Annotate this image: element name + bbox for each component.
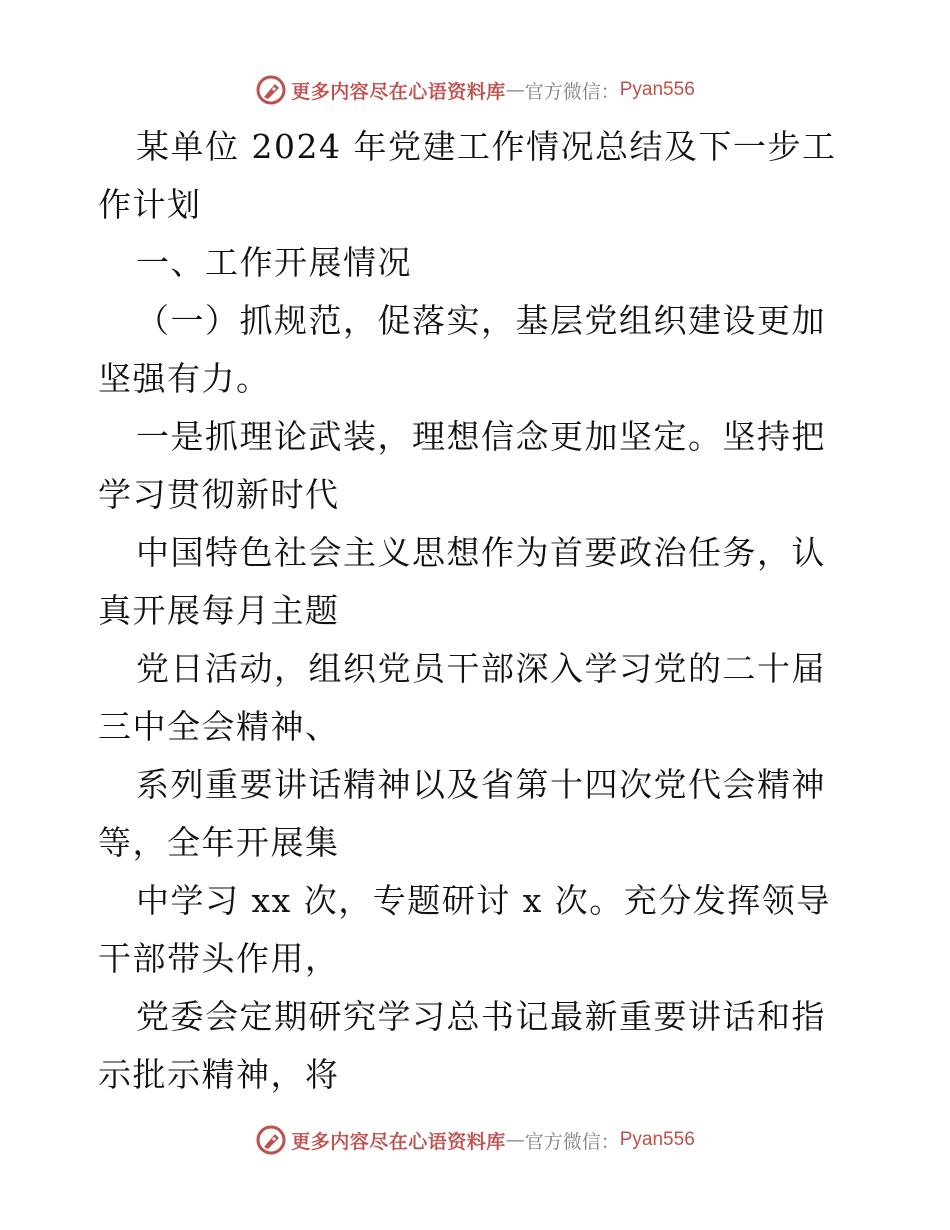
banner-title: 更多内容尽在心语资料库 [291,80,506,103]
pen-nib-logo-icon [255,1124,287,1156]
banner-wechat-label: 官方微信： [524,80,620,103]
header-banner [0,70,950,110]
document-title: 某单位 2024 年党建工作情况总结及下一步工作计划 [98,127,837,224]
pen-nib-logo-icon [255,74,287,106]
banner-wechat-label: 官方微信： [524,1130,620,1153]
document-body [98,118,858,1104]
body-paragraph: 中国特色社会主义思想作为首要政治任务，认真开展每月主题 [98,533,826,630]
body-paragraph: 党委会定期研究学习总书记最新重要讲话和指示批示精神，将 [98,997,826,1094]
banner-separator: — [505,79,525,101]
body-paragraph: 党日活动，组织党员干部深入学习党的二十届三中全会精神、 [98,649,826,746]
section-heading: 一、工作开展情况 [136,243,412,282]
banner-wechat-id: Pyan556 [619,79,695,100]
banner-title: 更多内容尽在心语资料库 [291,1130,506,1153]
body-paragraph: 一是抓理论武装，理想信念更加坚定。坚持把学习贯彻新时代 [98,417,826,514]
body-paragraph: 中学习 xx 次，专题研讨 x 次。充分发挥领导干部带头作用， [98,881,831,978]
banner-wechat-id: Pyan556 [619,1129,695,1150]
footer-banner [0,1120,950,1160]
banner-separator: — [505,1129,525,1151]
body-paragraph: 系列重要讲话精神以及省第十四次党代会精神等，全年开展集 [98,765,826,862]
subsection-heading: （一）抓规范，促落实，基层党组织建设更加坚强有力。 [98,301,826,398]
